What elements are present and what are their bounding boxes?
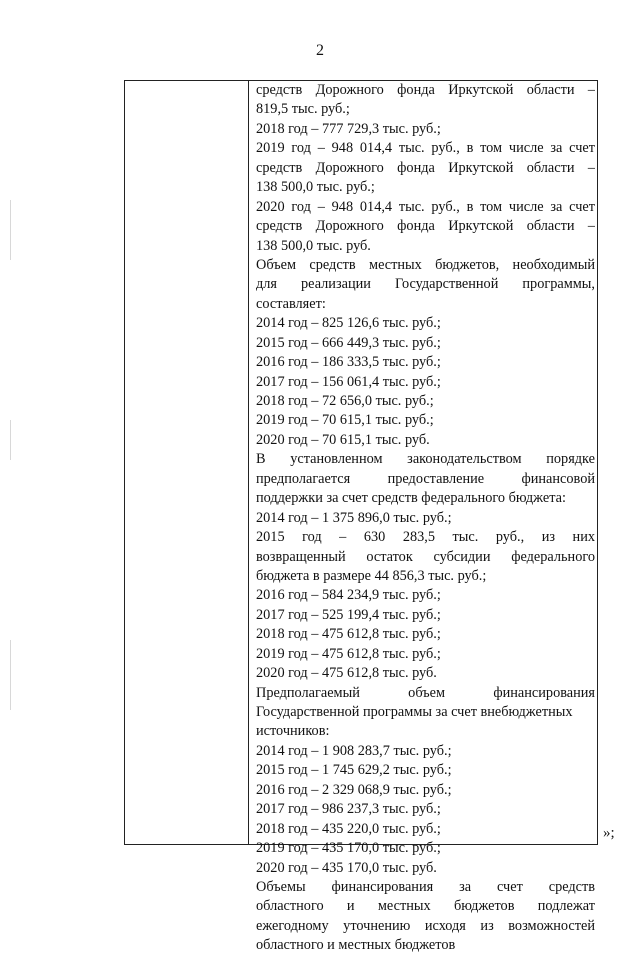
funding-table <box>124 80 598 954</box>
text-line: 2019 год – 70 615,1 тыс. руб.; <box>256 412 434 429</box>
text-line: 2014 год – 825 126,6 тыс. руб.; <box>256 315 441 332</box>
scan-margin-artifact <box>10 420 11 460</box>
text-line: 2017 год – 986 237,3 тыс. руб.; <box>256 801 441 818</box>
table-left-cell <box>125 81 249 844</box>
text-line: 2020 год – 948 014,4 тыс. руб., в том числе за счет <box>256 198 595 215</box>
text-line: Объем средств местных бюджетов, необходимый <box>256 256 595 273</box>
text-line: Предполагаемый объем финансирования <box>256 684 595 701</box>
text-line: В установленном законодательством порядке <box>256 451 595 468</box>
text-line: 2018 год – 435 220,0 тыс. руб.; <box>256 820 441 837</box>
text-line: 2014 год – 1 375 896,0 тыс. руб.; <box>256 509 452 526</box>
text-line: 2015 год – 1 745 629,2 тыс. руб.; <box>256 762 452 779</box>
page-number: 2 <box>316 42 324 59</box>
text-line: средств Дорожного фонда Иркутской области – <box>256 82 595 98</box>
text-line: 2016 год – 2 329 068,9 тыс. руб.; <box>256 781 452 798</box>
text-line: для реализации Государственной программы, <box>256 276 595 293</box>
text-line: ежегодному уточнению исходя из возможностей <box>256 917 595 934</box>
text-line: 2019 год – 475 612,8 тыс. руб.; <box>256 645 441 662</box>
text-line: областного и местных бюджетов подлежат <box>256 898 595 915</box>
text-line: 138 500,0 тыс. руб. <box>256 237 371 254</box>
text-line: 2019 год – 435 170,0 тыс. руб.; <box>256 840 441 857</box>
scan-margin-artifact <box>10 640 11 710</box>
closing-quote-mark: »; <box>603 825 615 841</box>
text-line: областного и местных бюджетов <box>256 937 456 954</box>
text-line: поддержки за счет средств федерального бюджета: <box>256 490 566 507</box>
text-line: Объемы финансирования за счет средств <box>256 878 595 895</box>
text-line: 2016 год – 186 333,5 тыс. руб.; <box>256 354 441 371</box>
text-line: 2018 год – 777 729,3 тыс. руб.; <box>256 120 441 137</box>
text-line: бюджета в размере 44 856,3 тыс. руб.; <box>256 567 487 584</box>
text-line: 2020 год – 435 170,0 тыс. руб. <box>256 859 437 876</box>
text-line: 2014 год – 1 908 283,7 тыс. руб.; <box>256 742 452 759</box>
text-line: 2018 год – 475 612,8 тыс. руб.; <box>256 626 441 643</box>
text-line: составляет: <box>256 295 326 312</box>
text-line: 2016 год – 584 234,9 тыс. руб.; <box>256 587 441 604</box>
text-line: предполагается предоставление финансовой <box>256 470 595 487</box>
text-line: 2015 год – 666 449,3 тыс. руб.; <box>256 334 441 351</box>
text-line: 2015 год – 630 283,5 тыс. руб., из них <box>256 529 595 546</box>
text-line: возвращенный остаток субсидии федерального <box>256 548 595 565</box>
text-line: средств Дорожного фонда Иркутской области – <box>256 159 595 176</box>
text-line: 819,5 тыс. руб.; <box>256 101 350 118</box>
text-line: 2017 год – 156 061,4 тыс. руб.; <box>256 373 441 390</box>
text-line: 2018 год – 72 656,0 тыс. руб.; <box>256 393 434 409</box>
text-line: 2020 год – 475 612,8 тыс. руб. <box>256 665 437 682</box>
text-line: 2017 год – 525 199,4 тыс. руб.; <box>256 606 441 623</box>
text-line: средств Дорожного фонда Иркутской области – <box>256 218 595 235</box>
text-line: Государственной программы за счет внебюджетных <box>256 704 573 720</box>
table-right-cell <box>256 81 595 956</box>
text-line: 2019 год – 948 014,4 тыс. руб., в том числе за счет <box>256 140 595 157</box>
text-line: источников: <box>256 723 330 740</box>
text-line: 2020 год – 70 615,1 тыс. руб. <box>256 431 430 448</box>
text-line: 138 500,0 тыс. руб.; <box>256 179 375 196</box>
scan-margin-artifact <box>10 200 11 260</box>
